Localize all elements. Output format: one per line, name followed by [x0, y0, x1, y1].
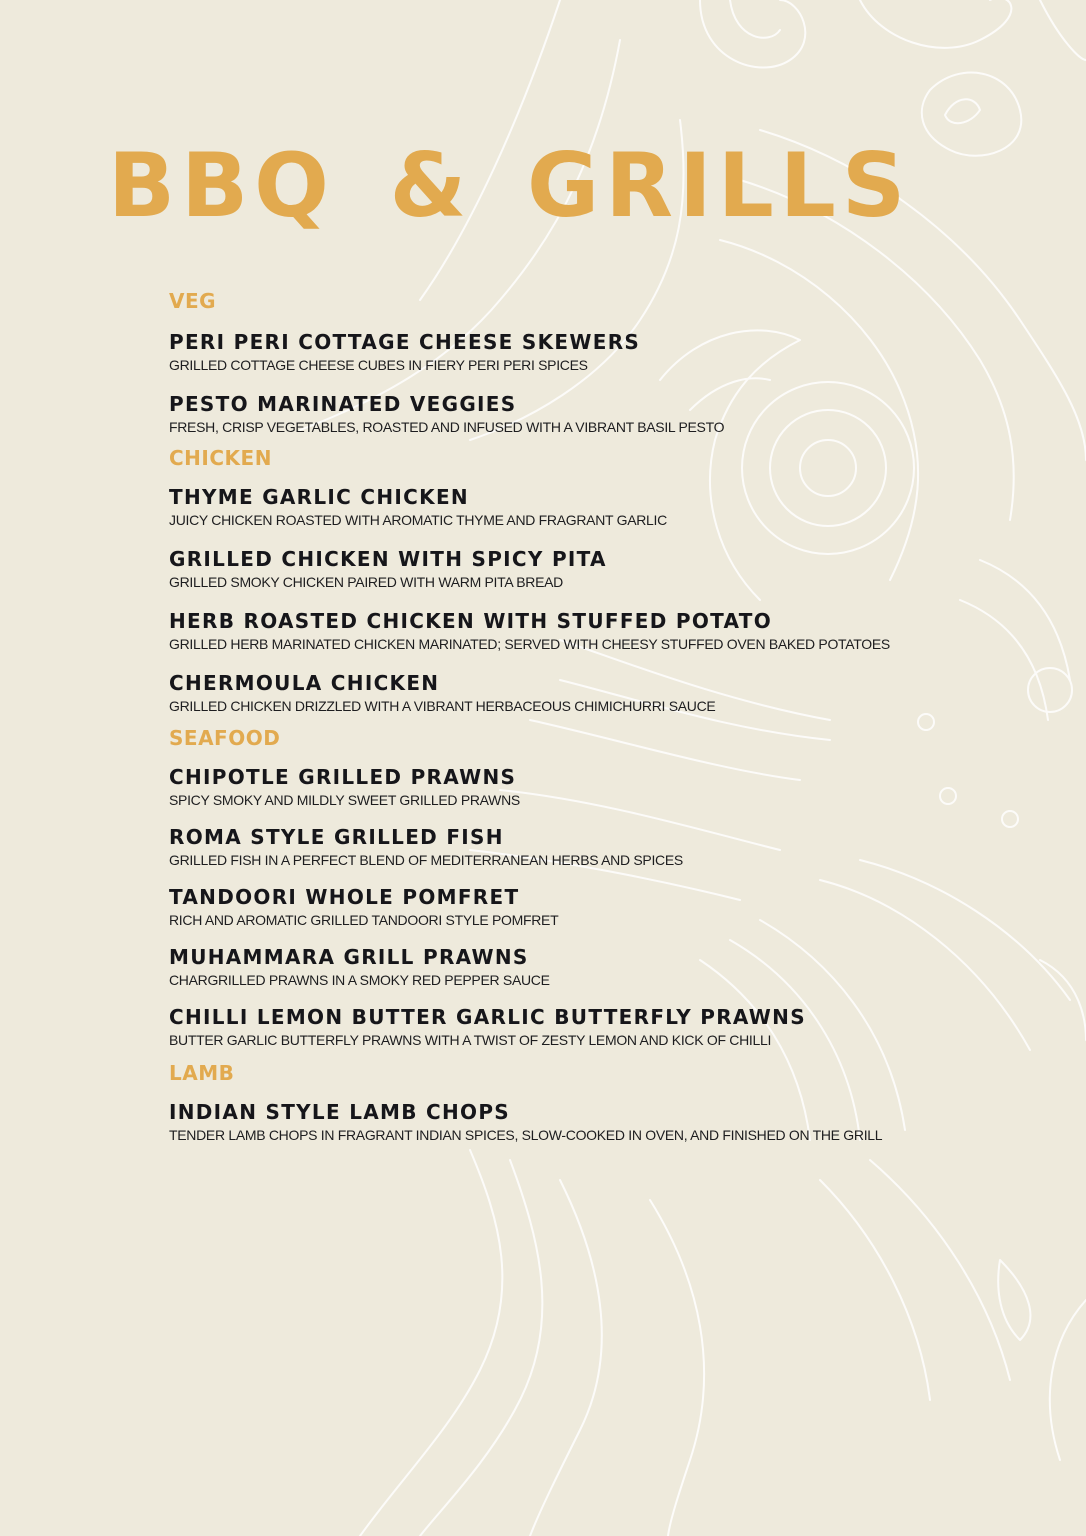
page-title: BBQ & GRILLS	[108, 134, 912, 237]
item-name: THYME GARLIC CHICKEN	[169, 485, 469, 509]
section-title: SEAFOOD	[169, 726, 281, 750]
menu-item	[169, 610, 969, 653]
item-description: GRILLED FISH IN A PERFECT BLEND OF MEDITERRANEAN HERBS AND SPICES	[169, 852, 683, 868]
section-seafood	[169, 726, 969, 1049]
item-description: CHARGRILLED PRAWNS IN A SMOKY RED PEPPER SAUCE	[169, 972, 550, 988]
menu-item	[169, 672, 969, 715]
item-description: BUTTER GARLIC BUTTERFLY PRAWNS WITH A TWIST OF ZESTY LEMON AND KICK OF CHILLI	[169, 1032, 772, 1048]
item-description: FRESH, CRISP VEGETABLES, ROASTED AND INFUSED WITH A VIBRANT BASIL PESTO	[169, 419, 725, 435]
item-name: GRILLED CHICKEN WITH SPICY PITA	[169, 547, 607, 571]
item-name: MUHAMMARA GRILL PRAWNS	[169, 945, 529, 969]
item-description: SPICY SMOKY AND MILDLY SWEET GRILLED PRAWNS	[169, 792, 520, 808]
menu-item	[169, 1006, 969, 1049]
item-name: PESTO MARINATED VEGGIES	[169, 392, 517, 416]
menu-item	[169, 393, 969, 436]
menu-item	[169, 886, 969, 929]
section-title: CHICKEN	[169, 446, 272, 470]
menu-item	[169, 486, 969, 529]
section-veg	[169, 289, 969, 436]
item-name: CHIPOTLE GRILLED PRAWNS	[169, 765, 517, 789]
menu-item	[169, 826, 969, 869]
menu-item	[169, 548, 969, 591]
item-description: GRILLED HERB MARINATED CHICKEN MARINATED; SERVED WITH CHEESY STUFFED OVEN BAKED POTATOES	[169, 636, 890, 652]
item-name: TANDOORI WHOLE POMFRET	[169, 885, 520, 909]
item-list	[169, 766, 969, 1049]
section-lamb	[169, 1061, 969, 1144]
section-title: VEG	[169, 289, 217, 313]
item-name: CHERMOULA CHICKEN	[169, 671, 440, 695]
section-title: LAMB	[169, 1061, 235, 1085]
item-description: RICH AND AROMATIC GRILLED TANDOORI STYLE POMFRET	[169, 912, 559, 928]
item-list	[169, 1101, 969, 1144]
section-chicken	[169, 446, 969, 715]
menu-item	[169, 946, 969, 989]
menu-item	[169, 1101, 969, 1144]
menu-item	[169, 331, 969, 374]
menu-sections	[169, 289, 969, 1144]
item-description: JUICY CHICKEN ROASTED WITH AROMATIC THYME AND FRAGRANT GARLIC	[169, 512, 667, 528]
item-name: HERB ROASTED CHICKEN WITH STUFFED POTATO	[169, 609, 773, 633]
menu-item	[169, 766, 969, 809]
item-description: GRILLED COTTAGE CHEESE CUBES IN FIERY PERI PERI SPICES	[169, 357, 588, 373]
item-name: CHILLI LEMON BUTTER GARLIC BUTTERFLY PRAWNS	[169, 1005, 806, 1029]
item-description: TENDER LAMB CHOPS IN FRAGRANT INDIAN SPICES, SLOW-COOKED IN OVEN, AND FINISHED ON THE GRILL	[169, 1127, 883, 1143]
item-description: GRILLED CHICKEN DRIZZLED WITH A VIBRANT HERBACEOUS CHIMICHURRI SAUCE	[169, 698, 716, 714]
item-name: ROMA STYLE GRILLED FISH	[169, 825, 504, 849]
item-name: INDIAN STYLE LAMB CHOPS	[169, 1100, 511, 1124]
item-name: PERI PERI COTTAGE CHEESE SKEWERS	[169, 330, 641, 354]
item-list	[169, 331, 969, 436]
item-list	[169, 486, 969, 715]
item-description: GRILLED SMOKY CHICKEN PAIRED WITH WARM PITA BREAD	[169, 574, 563, 590]
